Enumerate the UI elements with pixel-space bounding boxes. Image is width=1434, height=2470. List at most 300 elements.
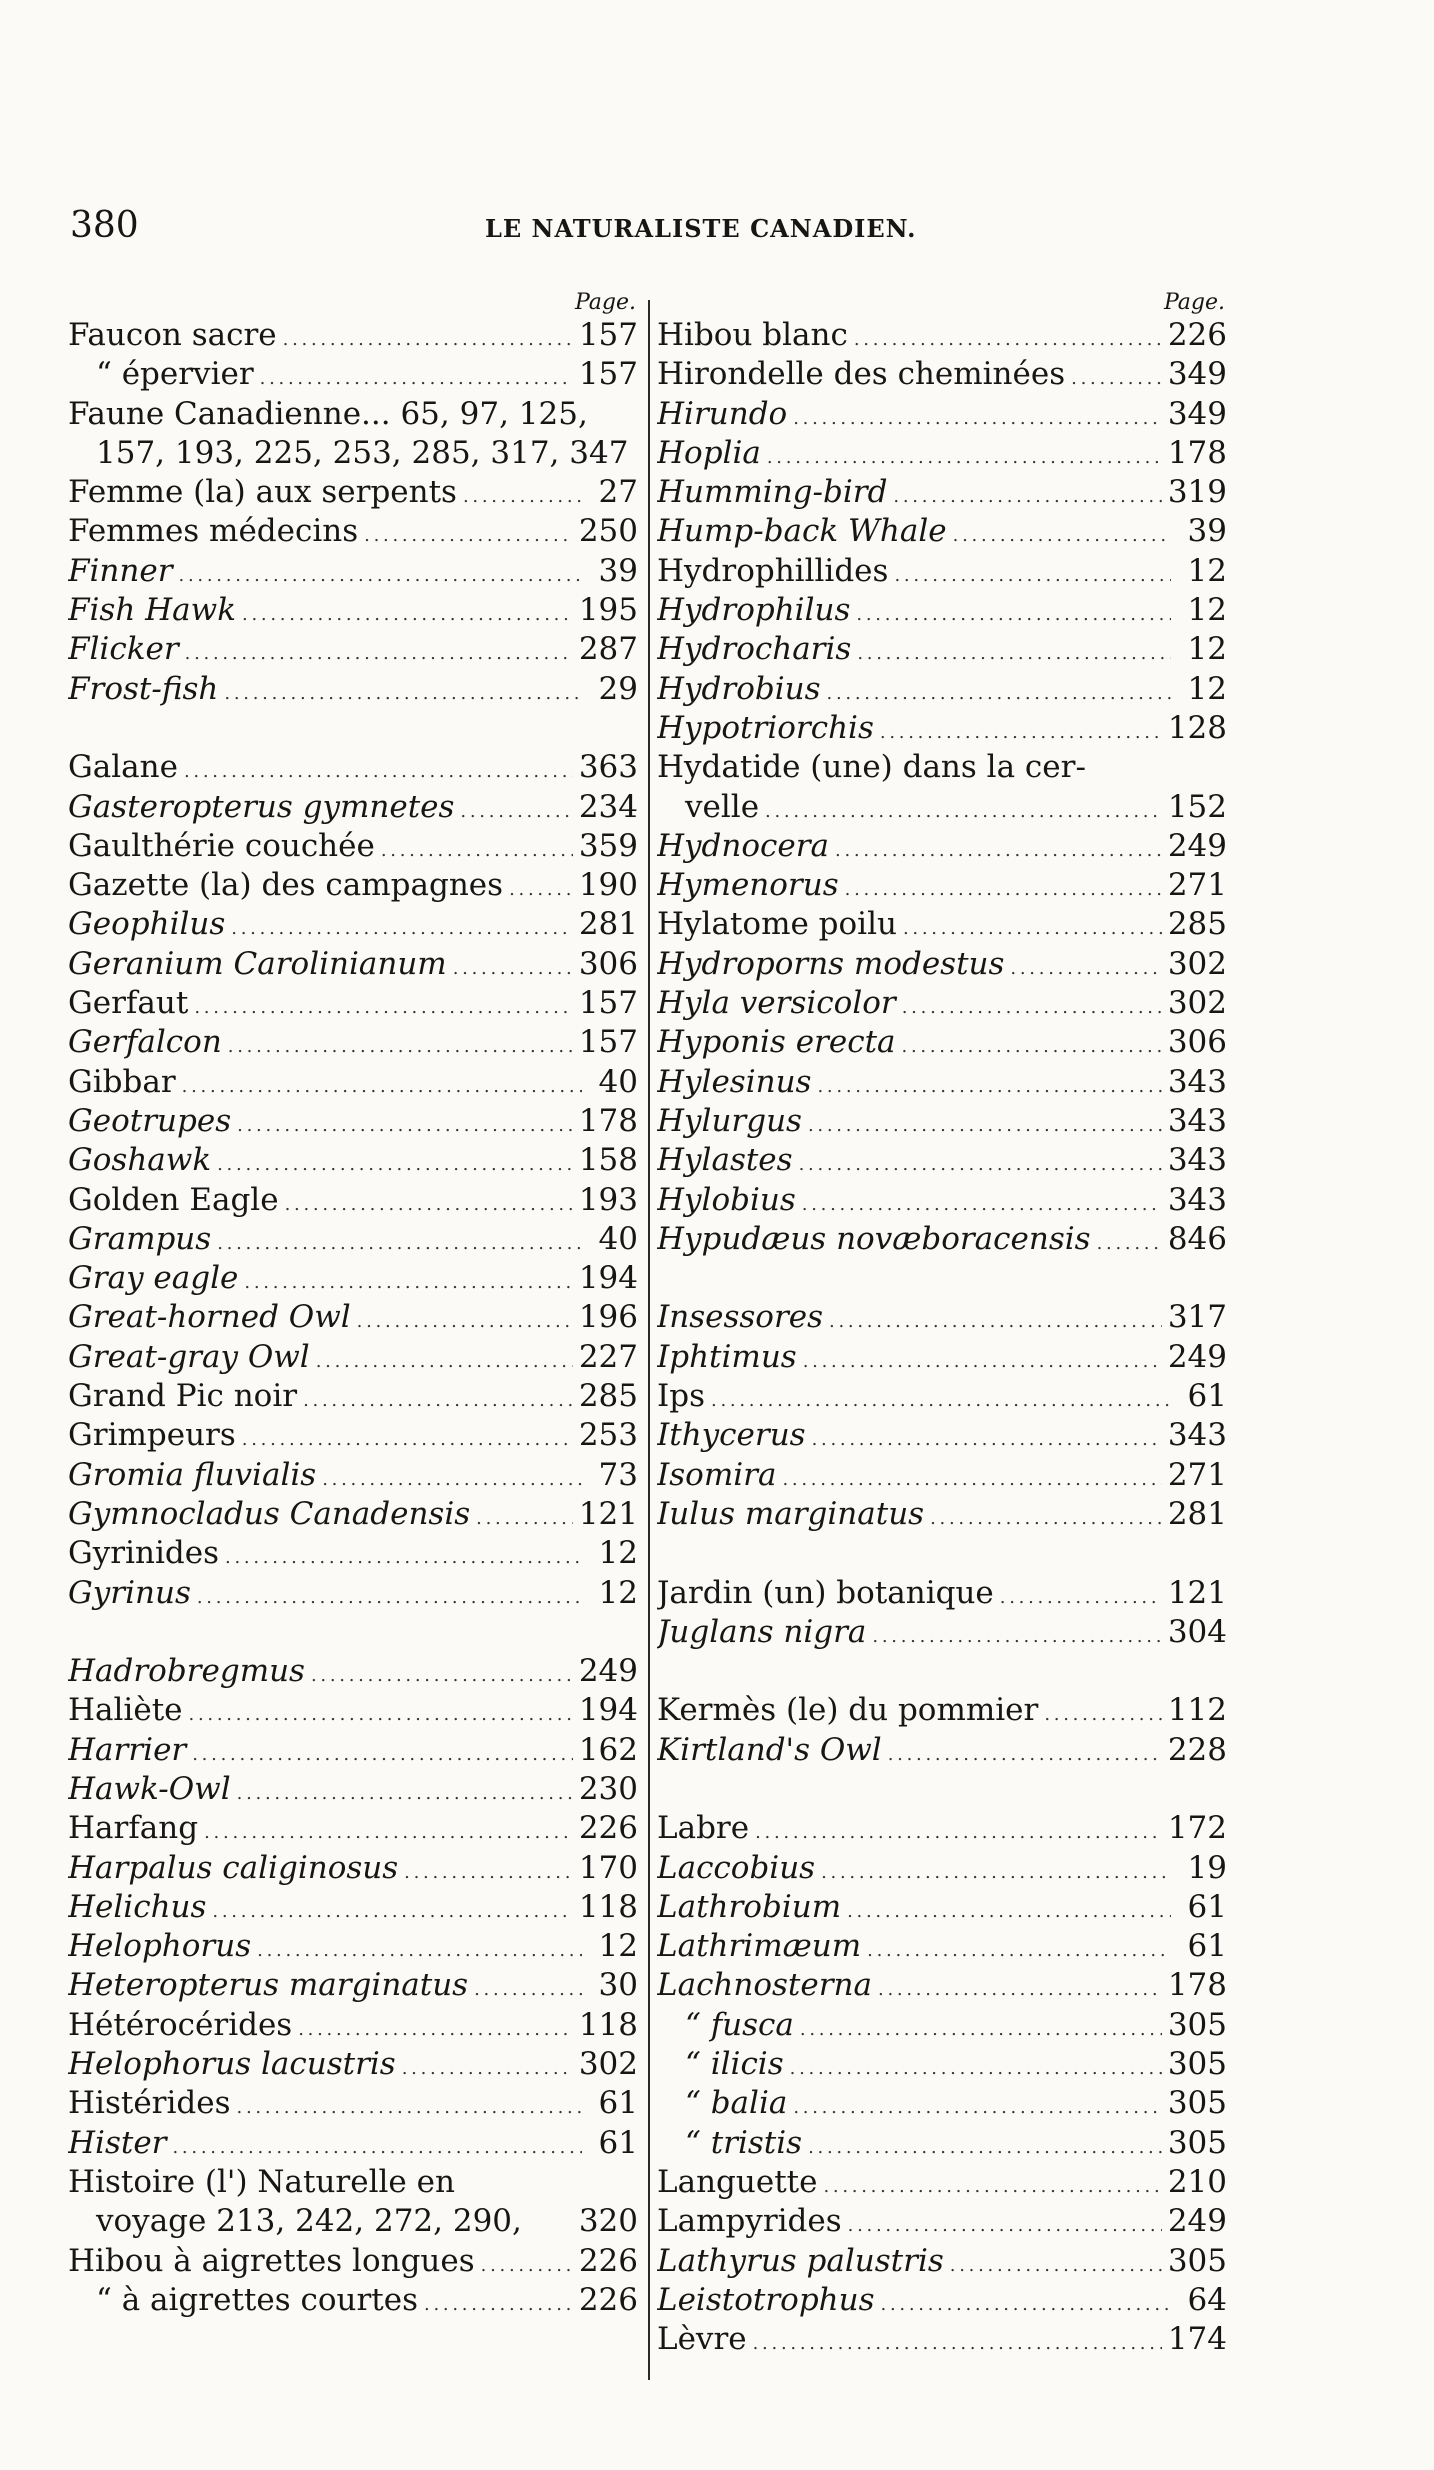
index-page-ref: 61 [1187, 1378, 1227, 1415]
dot-leader [237, 1102, 573, 1141]
index-entry [657, 1731, 1227, 1770]
index-entry [68, 866, 638, 905]
index-entry [657, 1298, 1227, 1337]
dot-leader [194, 984, 573, 1023]
dot-leader [829, 1298, 1162, 1337]
index-entry [657, 591, 1227, 630]
index-term: Hypotriorchis [657, 709, 874, 746]
index-term: Hétérocérides [68, 2006, 293, 2043]
index-page-ref: 306 [578, 945, 638, 982]
index-entry [68, 2163, 638, 2202]
index-page-ref: 271 [1167, 867, 1227, 904]
dot-leader [888, 1731, 1162, 1770]
index-page-ref: 359 [578, 827, 638, 864]
index-term: Lathyrus palustris [657, 2242, 944, 2279]
index-term: Hypudæus novæboracensis [657, 1220, 1091, 1257]
dot-leader [231, 905, 573, 944]
index-term: Hylastes [657, 1142, 793, 1179]
index-term: Hylobius [657, 1181, 796, 1218]
index-term: Geotrupes [68, 1102, 232, 1139]
dot-leader [182, 1063, 582, 1102]
index-page-ref: 285 [578, 1378, 638, 1415]
index-page-ref: 363 [578, 749, 638, 786]
dot-leader [835, 827, 1162, 866]
index-term: Lathrimæum [657, 1928, 862, 1965]
index-entry [657, 1809, 1227, 1848]
dot-leader [808, 1102, 1162, 1141]
index-page-ref: 302 [1167, 985, 1227, 1022]
index-page-ref: 12 [1187, 552, 1227, 589]
index-page-ref: 281 [1167, 1495, 1227, 1532]
index-page-ref: 319 [1167, 474, 1227, 511]
dot-leader [364, 512, 573, 551]
index-entry [657, 2163, 1227, 2202]
index-entry [657, 866, 1227, 905]
index-page-ref: 61 [1187, 1928, 1227, 1965]
index-term: Gazette (la) des campagnes [68, 867, 504, 904]
index-entry [657, 1966, 1227, 2005]
dot-leader [303, 1377, 573, 1416]
index-term: Helophorus lacustris [68, 2046, 396, 2083]
index-entry [68, 827, 638, 866]
running-title: LE NATURALISTE CANADIEN. [485, 214, 917, 243]
index-page-ref: 271 [1167, 1456, 1227, 1493]
index-entry [68, 1456, 638, 1495]
index-term: Hirundo [657, 395, 788, 432]
index-entry [657, 2320, 1227, 2359]
index-entry [68, 748, 638, 787]
index-page-ref: 178 [1167, 1967, 1227, 2004]
index-entry [68, 945, 638, 984]
index-term: Harrier [68, 1731, 187, 1768]
index-page-ref: 320 [578, 2203, 638, 2240]
dot-leader [381, 827, 573, 866]
index-page-ref: 253 [578, 1417, 638, 1454]
dot-leader [244, 1259, 572, 1298]
index-term: Lèvre [657, 2321, 747, 2358]
index-term: Femmes médecins [68, 513, 359, 550]
index-entry [657, 316, 1227, 355]
index-page-ref: 178 [578, 1102, 638, 1139]
page-column-label: Page. [1163, 290, 1225, 315]
index-page-ref: 846 [1167, 1220, 1227, 1257]
index-page-ref: 12 [598, 1535, 638, 1572]
dot-leader [903, 905, 1162, 944]
index-page-ref: 305 [1167, 2006, 1227, 2043]
dot-leader [189, 1691, 573, 1730]
index-term: Golden Eagle [68, 1181, 279, 1218]
index-entry [68, 905, 638, 944]
index-entry [68, 1338, 638, 1377]
index-term: Harpalus caliginosus [68, 1849, 399, 1886]
index-page-ref: 249 [1167, 827, 1227, 864]
dot-leader [192, 1731, 573, 1770]
column-divider [648, 300, 650, 2380]
index-page-ref: 157 [578, 985, 638, 1022]
dot-leader [260, 355, 573, 394]
page-number: 380 [70, 205, 139, 246]
index-entry [68, 2281, 638, 2320]
dot-leader [179, 552, 582, 591]
index-page-ref: 128 [1167, 709, 1227, 746]
index-term: Lachnosterna [657, 1967, 873, 2004]
index-section-gap [657, 1770, 1227, 1809]
index-entry [657, 2202, 1227, 2241]
index-entry [68, 591, 638, 630]
index-entry [68, 1377, 638, 1416]
dot-leader [902, 1023, 1162, 1062]
index-term: Ithycerus [657, 1417, 806, 1454]
dot-leader [476, 1495, 573, 1534]
index-entry [657, 1613, 1227, 1652]
index-term: Great-horned Owl [68, 1299, 351, 1336]
dot-leader [357, 1298, 573, 1337]
index-page-ref: 302 [578, 2046, 638, 2083]
dot-leader [802, 1181, 1162, 1220]
index-term: Geophilus [68, 906, 226, 943]
index-term: Hylesinus [657, 1063, 812, 1100]
dot-leader [827, 670, 1171, 709]
index-page-ref: 27 [598, 474, 638, 511]
index-entry [68, 2084, 638, 2123]
dot-leader [793, 395, 1162, 434]
index-page-ref: 39 [598, 552, 638, 589]
index-term: Hoplia [657, 434, 761, 471]
index-term: Hydroporns modestus [657, 945, 1005, 982]
index-page-ref: 226 [578, 1810, 638, 1847]
index-term: Ips [657, 1378, 705, 1415]
index-entry [68, 1063, 638, 1102]
index-page-ref: 343 [1167, 1417, 1227, 1454]
index-term: Histoire (l') Naturelle en [68, 2163, 455, 2200]
index-entry [68, 552, 638, 591]
index-page-ref: 118 [578, 1888, 638, 1925]
index-entry [657, 1102, 1227, 1141]
index-page-ref: 193 [578, 1181, 638, 1218]
index-page-ref: 287 [578, 631, 638, 668]
index-page-ref: 249 [1167, 1338, 1227, 1375]
index-term: Harfang [68, 1810, 199, 1847]
dot-leader [404, 1849, 573, 1888]
index-term: Hylurgus [657, 1102, 802, 1139]
index-term: Hyla versicolor [657, 985, 896, 1022]
index-page-ref: 40 [598, 1063, 638, 1100]
dot-leader [880, 709, 1162, 748]
index-entry [657, 1495, 1227, 1534]
dot-leader [711, 1377, 1171, 1416]
index-page-ref: 12 [598, 1928, 638, 1965]
dot-leader [283, 316, 573, 355]
index-section-gap [657, 1534, 1227, 1573]
index-page-ref: 343 [1167, 1063, 1227, 1100]
index-entry [68, 2124, 638, 2163]
index-section-gap [68, 1613, 638, 1652]
index-term: Finner [68, 552, 173, 589]
dot-leader [812, 1416, 1162, 1455]
index-entry [68, 630, 638, 669]
index-term: Humming-bird [657, 474, 888, 511]
index-page-ref: 349 [1167, 356, 1227, 393]
index-term: Hyponis erecta [657, 1024, 896, 1061]
index-page-ref: 73 [598, 1456, 638, 1493]
dot-leader [481, 2242, 573, 2281]
index-entry [657, 748, 1227, 787]
index-entry [657, 1181, 1227, 1220]
index-term: Hydnocera [657, 827, 830, 864]
index-term: Juglans nigra [657, 1613, 867, 1650]
index-term: Helophorus [68, 1928, 252, 1965]
dot-leader [217, 1220, 582, 1259]
dot-leader [217, 1141, 573, 1180]
index-entry [657, 945, 1227, 984]
index-page-ref: 234 [578, 788, 638, 825]
index-entry [68, 1023, 638, 1062]
index-entry [657, 1338, 1227, 1377]
index-term: Laccobius [657, 1849, 816, 1886]
index-entry [657, 1063, 1227, 1102]
index-entry [657, 788, 1227, 827]
index-term: Hylatome poilu [657, 906, 897, 943]
index-term: “ ilicis [685, 2046, 784, 2083]
index-page-ref: 210 [1167, 2163, 1227, 2200]
index-term: Hibou à aigrettes longues [68, 2242, 475, 2279]
index-entry [68, 2242, 638, 2281]
index-term: Galane [68, 749, 178, 786]
index-term: Lathrobium [657, 1888, 842, 1925]
index-page-ref: 152 [1167, 788, 1227, 825]
index-entry [68, 1102, 638, 1141]
index-page-ref: 343 [1167, 1181, 1227, 1218]
index-entry [657, 2006, 1227, 2045]
index-term: Hister [68, 2124, 167, 2161]
index-page-ref: 305 [1167, 2046, 1227, 2083]
index-term: Geranium Carolinianum [68, 945, 447, 982]
index-entry [657, 434, 1227, 473]
index-term: Helichus [68, 1888, 207, 1925]
index-page-ref: 170 [578, 1849, 638, 1886]
index-term: 157, 193, 225, 253, 285, 317, 347 [96, 434, 629, 471]
index-entry [68, 1691, 638, 1730]
dot-leader [242, 591, 573, 630]
dot-leader [790, 2045, 1162, 2084]
index-term: “ tristis [685, 2124, 803, 2161]
index-term: Gasteropterus gymnetes [68, 788, 455, 825]
index-entry [657, 2124, 1227, 2163]
index-entry [68, 355, 638, 394]
index-page-ref: 226 [1167, 317, 1227, 353]
index-entry [657, 395, 1227, 434]
index-page-ref: 343 [1167, 1102, 1227, 1139]
index-entry [68, 1416, 638, 1455]
index-entry [68, 2045, 638, 2084]
dot-leader [237, 1770, 573, 1809]
index-term: Grampus [68, 1220, 212, 1257]
index-page-ref: 230 [578, 1770, 638, 1807]
index-page-ref: 194 [578, 1692, 638, 1729]
index-term: Faune Canadienne... 65, 97, 125, [68, 395, 588, 432]
index-page-ref: 178 [1167, 434, 1227, 471]
index-page-ref: 285 [1167, 906, 1227, 943]
index-page-ref: 349 [1167, 395, 1227, 432]
dot-leader [204, 1809, 573, 1848]
dot-leader [782, 1456, 1161, 1495]
dot-leader [224, 670, 582, 709]
index-entry [68, 434, 638, 473]
index-entry [657, 1220, 1227, 1259]
index-page-ref: 112 [1167, 1692, 1227, 1729]
index-page-ref: 12 [1187, 631, 1227, 668]
index-term: Gaulthérie couchée [68, 827, 375, 864]
index-section-gap [68, 709, 638, 748]
dot-leader [878, 1966, 1162, 2005]
dot-leader [817, 1063, 1161, 1102]
index-term: Gromia fluvialis [68, 1456, 317, 1493]
index-page-ref: 19 [1187, 1849, 1227, 1886]
index-term: Lampyrides [657, 2203, 842, 2240]
index-page-ref: 12 [1187, 592, 1227, 629]
index-page-ref: 304 [1167, 1613, 1227, 1650]
page-header [70, 205, 1230, 246]
index-page-ref: 40 [598, 1220, 638, 1257]
index-page-ref: 162 [578, 1731, 638, 1768]
index-term: Hydrophilus [657, 592, 851, 629]
index-entry [657, 1927, 1227, 1966]
index-term: Hump-back Whale [657, 513, 947, 550]
index-term: Kermès (le) du pommier [657, 1692, 1039, 1729]
index-section-gap [657, 1652, 1227, 1691]
dot-leader [460, 788, 572, 827]
dot-leader [285, 1181, 573, 1220]
index-page-ref: 317 [1167, 1299, 1227, 1336]
dot-leader [765, 788, 1162, 827]
dot-leader [212, 1888, 572, 1927]
index-term: Fish Hawk [68, 592, 236, 629]
dot-leader [867, 1927, 1171, 1966]
index-page-ref: 61 [1187, 1888, 1227, 1925]
index-page-ref: 61 [598, 2085, 638, 2122]
index-page-ref: 12 [598, 1574, 638, 1611]
index-term: Hydrobius [657, 670, 821, 707]
index-page-ref: 61 [598, 2124, 638, 2161]
index-entry [68, 1181, 638, 1220]
index-term: “ balia [685, 2085, 788, 2122]
dot-leader [753, 2320, 1162, 2359]
index-entry [657, 1141, 1227, 1180]
index-term: Great-gray Owl [68, 1338, 310, 1375]
dot-leader [845, 866, 1162, 905]
index-term: Kirtland's Owl [657, 1731, 882, 1768]
index-entry [657, 552, 1227, 591]
dot-leader [799, 1141, 1162, 1180]
index-term: voyage 213, 242, 272, 290, [96, 2203, 522, 2240]
dot-leader [767, 434, 1162, 473]
index-page-ref: 305 [1167, 2085, 1227, 2122]
index-entry [657, 355, 1227, 394]
index-entry [68, 1652, 638, 1691]
dot-leader [185, 630, 573, 669]
index-page-ref: 250 [578, 513, 638, 550]
dot-leader [872, 1613, 1161, 1652]
index-term: Hydrocharis [657, 631, 852, 668]
index-list-left [68, 316, 638, 2320]
index-entry [657, 1888, 1227, 1927]
index-page-ref: 226 [578, 2281, 638, 2318]
index-entry [657, 1023, 1227, 1062]
dot-leader [953, 512, 1171, 551]
index-term: “ à aigrettes courtes [96, 2281, 418, 2318]
dot-leader [1000, 1574, 1162, 1613]
index-entry [68, 1534, 638, 1573]
index-term: Gymnocladus Canadensis [68, 1495, 471, 1532]
index-term: “ épervier [96, 356, 254, 393]
index-page-ref: 196 [578, 1299, 638, 1336]
dot-leader [322, 1456, 582, 1495]
index-page-ref: 39 [1187, 513, 1227, 550]
index-entry [68, 1927, 638, 1966]
index-term: Labre [657, 1810, 750, 1847]
index-term: Hibou blanc [657, 317, 848, 353]
index-entry [657, 709, 1227, 748]
dot-leader [1010, 945, 1161, 984]
index-page-ref: 12 [1187, 670, 1227, 707]
index-entry [68, 788, 638, 827]
dot-leader [881, 2281, 1172, 2320]
index-entry [657, 1574, 1227, 1613]
index-page-ref: 226 [578, 2242, 638, 2279]
index-term: Iulus marginatus [657, 1495, 925, 1532]
index-page-ref: 172 [1167, 1810, 1227, 1847]
index-entry [68, 1731, 638, 1770]
dot-leader [1097, 1220, 1162, 1259]
index-page-ref: 227 [578, 1338, 638, 1375]
index-entry [68, 316, 638, 355]
index-entry [68, 1495, 638, 1534]
index-term: Haliète [68, 1692, 183, 1729]
index-column-left [68, 290, 638, 2320]
dot-leader [228, 1023, 573, 1062]
index-term: Grand Pic noir [68, 1378, 298, 1415]
dot-leader [857, 630, 1171, 669]
index-page-ref: 249 [1167, 2203, 1227, 2240]
index-entry [68, 670, 638, 709]
index-page-ref: 157 [578, 356, 638, 393]
index-page-ref: 249 [578, 1653, 638, 1690]
dot-leader [893, 473, 1161, 512]
index-term: Histérides [68, 2085, 231, 2122]
index-page-ref: 64 [1187, 2281, 1227, 2318]
dot-leader [1044, 1691, 1161, 1730]
index-entry [657, 827, 1227, 866]
index-page-ref: 118 [578, 2006, 638, 2043]
index-page-ref: 305 [1167, 2242, 1227, 2279]
dot-leader [509, 866, 573, 905]
dot-leader [453, 945, 573, 984]
dot-leader [902, 984, 1162, 1023]
dot-leader [823, 2163, 1161, 2202]
index-term: Hirondelle des cheminées [657, 356, 1066, 393]
index-entry [68, 1220, 638, 1259]
dot-leader [424, 2281, 573, 2320]
dot-leader [803, 1338, 1162, 1377]
index-entry [68, 2006, 638, 2045]
dot-leader [847, 1888, 1171, 1927]
dot-leader [856, 591, 1171, 630]
index-term: “ fusca [685, 2006, 794, 2043]
index-page-ref: 158 [578, 1142, 638, 1179]
index-entry [657, 1849, 1227, 1888]
index-term: Gerfaut [68, 985, 189, 1022]
index-term: Gyrinides [68, 1535, 219, 1572]
